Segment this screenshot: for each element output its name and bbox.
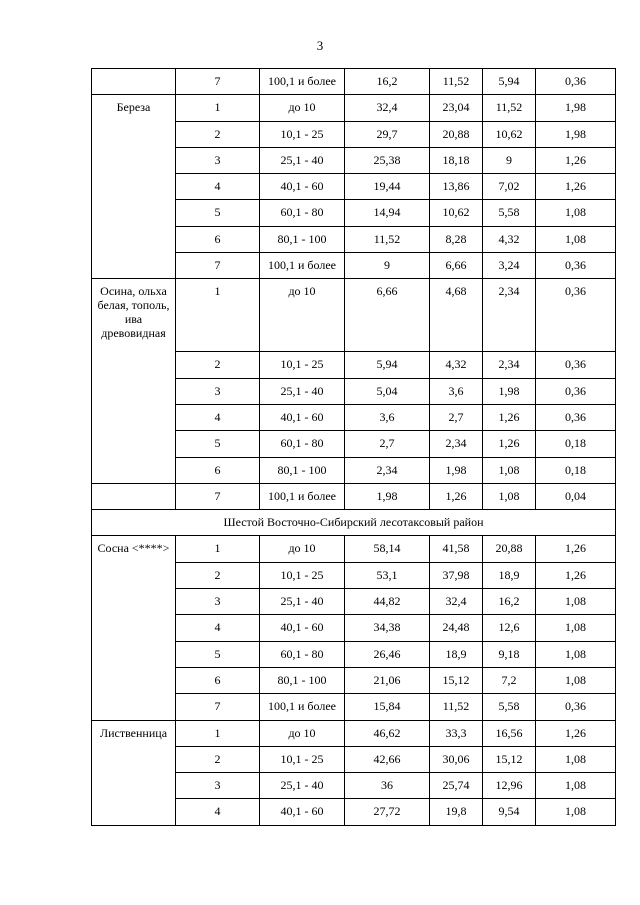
range-cell: 10,1 - 25 — [260, 121, 345, 147]
class-cell: 7 — [176, 253, 260, 279]
value-cell: 18,18 — [430, 147, 483, 173]
class-cell: 4 — [176, 404, 260, 430]
class-cell: 1 — [176, 720, 260, 746]
range-cell: до 10 — [260, 95, 345, 121]
value-cell: 23,04 — [430, 95, 483, 121]
value-cell: 8,28 — [430, 226, 483, 252]
species-cell: Лиственница — [92, 720, 176, 825]
value-cell: 41,58 — [430, 536, 483, 562]
value-cell: 0,04 — [536, 483, 616, 509]
range-cell: 40,1 - 60 — [260, 174, 345, 200]
class-cell: 4 — [176, 799, 260, 825]
value-cell: 29,7 — [345, 121, 430, 147]
value-cell: 1,08 — [536, 200, 616, 226]
value-cell: 25,38 — [345, 147, 430, 173]
value-cell: 12,6 — [483, 615, 536, 641]
value-cell: 0,36 — [536, 69, 616, 95]
value-cell: 21,06 — [345, 667, 430, 693]
value-cell: 4,32 — [430, 352, 483, 378]
class-cell: 6 — [176, 226, 260, 252]
class-cell: 4 — [176, 174, 260, 200]
value-cell: 2,7 — [345, 431, 430, 457]
value-cell: 30,06 — [430, 746, 483, 772]
value-cell: 19,8 — [430, 799, 483, 825]
value-cell: 1,98 — [536, 95, 616, 121]
class-cell: 2 — [176, 562, 260, 588]
value-cell: 1,98 — [345, 483, 430, 509]
value-cell: 5,94 — [483, 69, 536, 95]
value-cell: 2,34 — [345, 457, 430, 483]
range-cell: 25,1 - 40 — [260, 147, 345, 173]
range-cell: 10,1 - 25 — [260, 746, 345, 772]
value-cell: 11,52 — [430, 69, 483, 95]
range-cell: 10,1 - 25 — [260, 562, 345, 588]
value-cell: 10,62 — [483, 121, 536, 147]
value-cell: 0,36 — [536, 694, 616, 720]
species-cell: Осина, ольха белая, тополь, ива древовидная — [92, 279, 176, 483]
species-cell: Береза — [92, 95, 176, 279]
value-cell: 10,62 — [430, 200, 483, 226]
species-cell — [92, 69, 176, 95]
value-cell: 6,66 — [345, 279, 430, 352]
class-cell: 3 — [176, 147, 260, 173]
value-cell: 3,6 — [345, 404, 430, 430]
range-cell: до 10 — [260, 720, 345, 746]
class-cell: 1 — [176, 95, 260, 121]
value-cell: 1,08 — [536, 615, 616, 641]
value-cell: 11,52 — [483, 95, 536, 121]
value-cell: 1,08 — [483, 483, 536, 509]
value-cell: 0,36 — [536, 352, 616, 378]
species-cell: Сосна <****> — [92, 536, 176, 720]
range-cell: 25,1 - 40 — [260, 589, 345, 615]
value-cell: 25,74 — [430, 773, 483, 799]
value-cell: 1,98 — [483, 378, 536, 404]
value-cell: 5,04 — [345, 378, 430, 404]
value-cell: 7,2 — [483, 667, 536, 693]
value-cell: 36 — [345, 773, 430, 799]
value-cell: 44,82 — [345, 589, 430, 615]
value-cell: 1,08 — [536, 799, 616, 825]
class-cell: 1 — [176, 536, 260, 562]
value-cell: 2,34 — [483, 352, 536, 378]
range-cell: 60,1 - 80 — [260, 431, 345, 457]
range-cell: 80,1 - 100 — [260, 667, 345, 693]
value-cell: 1,26 — [536, 147, 616, 173]
value-cell: 4,32 — [483, 226, 536, 252]
range-cell: 25,1 - 40 — [260, 378, 345, 404]
value-cell: 0,18 — [536, 457, 616, 483]
value-cell: 15,12 — [483, 746, 536, 772]
value-cell: 0,36 — [536, 378, 616, 404]
class-cell: 5 — [176, 200, 260, 226]
value-cell: 5,58 — [483, 200, 536, 226]
class-cell: 4 — [176, 615, 260, 641]
value-cell: 42,66 — [345, 746, 430, 772]
range-cell: 100,1 и более — [260, 483, 345, 509]
value-cell: 3,24 — [483, 253, 536, 279]
value-cell: 6,66 — [430, 253, 483, 279]
class-cell: 7 — [176, 69, 260, 95]
value-cell: 1,08 — [536, 226, 616, 252]
value-cell: 53,1 — [345, 562, 430, 588]
value-cell: 11,52 — [345, 226, 430, 252]
value-cell: 1,26 — [536, 174, 616, 200]
value-cell: 0,36 — [536, 253, 616, 279]
range-cell: 100,1 и более — [260, 253, 345, 279]
value-cell: 1,98 — [536, 121, 616, 147]
value-cell: 58,14 — [345, 536, 430, 562]
section-title: Шестой Восточно-Сибирский лесотаксовый район — [92, 510, 616, 536]
range-cell: 100,1 и более — [260, 694, 345, 720]
value-cell: 15,12 — [430, 667, 483, 693]
range-cell: 10,1 - 25 — [260, 352, 345, 378]
range-cell: до 10 — [260, 536, 345, 562]
value-cell: 14,94 — [345, 200, 430, 226]
range-cell: 40,1 - 60 — [260, 799, 345, 825]
class-cell: 5 — [176, 641, 260, 667]
value-cell: 19,44 — [345, 174, 430, 200]
value-cell: 16,2 — [483, 589, 536, 615]
range-cell: 40,1 - 60 — [260, 404, 345, 430]
value-cell: 1,26 — [430, 483, 483, 509]
value-cell: 32,4 — [430, 589, 483, 615]
range-cell: 80,1 - 100 — [260, 226, 345, 252]
table-row — [92, 279, 616, 352]
range-cell: 80,1 - 100 — [260, 457, 345, 483]
range-cell: 25,1 - 40 — [260, 773, 345, 799]
value-cell: 1,26 — [536, 536, 616, 562]
value-cell: 15,84 — [345, 694, 430, 720]
value-cell: 4,68 — [430, 279, 483, 352]
value-cell: 20,88 — [430, 121, 483, 147]
value-cell: 33,3 — [430, 720, 483, 746]
forest-tax-table — [91, 68, 616, 826]
range-cell: 60,1 - 80 — [260, 200, 345, 226]
value-cell: 12,96 — [483, 773, 536, 799]
species-cell — [92, 483, 176, 509]
value-cell: 20,88 — [483, 536, 536, 562]
value-cell: 32,4 — [345, 95, 430, 121]
value-cell: 1,26 — [536, 720, 616, 746]
class-cell: 3 — [176, 589, 260, 615]
value-cell: 2,34 — [430, 431, 483, 457]
value-cell: 9 — [345, 253, 430, 279]
value-cell: 1,08 — [536, 773, 616, 799]
class-cell: 7 — [176, 483, 260, 509]
class-cell: 7 — [176, 694, 260, 720]
range-cell: до 10 — [260, 279, 345, 352]
value-cell: 27,72 — [345, 799, 430, 825]
section-row — [92, 510, 616, 536]
value-cell: 9,18 — [483, 641, 536, 667]
value-cell: 0,36 — [536, 404, 616, 430]
value-cell: 1,26 — [483, 431, 536, 457]
value-cell: 1,08 — [483, 457, 536, 483]
value-cell: 9,54 — [483, 799, 536, 825]
value-cell: 34,38 — [345, 615, 430, 641]
value-cell: 2,34 — [483, 279, 536, 352]
class-cell: 3 — [176, 378, 260, 404]
value-cell: 46,62 — [345, 720, 430, 746]
class-cell: 1 — [176, 279, 260, 352]
value-cell: 1,98 — [430, 457, 483, 483]
value-cell: 7,02 — [483, 174, 536, 200]
class-cell: 2 — [176, 121, 260, 147]
value-cell: 18,9 — [430, 641, 483, 667]
class-cell: 2 — [176, 746, 260, 772]
value-cell: 11,52 — [430, 694, 483, 720]
page-number: 3 — [316, 38, 324, 53]
class-cell: 6 — [176, 667, 260, 693]
value-cell: 1,26 — [483, 404, 536, 430]
value-cell: 3,6 — [430, 378, 483, 404]
range-cell: 100,1 и более — [260, 69, 345, 95]
range-cell: 40,1 - 60 — [260, 615, 345, 641]
class-cell: 3 — [176, 773, 260, 799]
value-cell: 37,98 — [430, 562, 483, 588]
value-cell: 13,86 — [430, 174, 483, 200]
value-cell: 16,56 — [483, 720, 536, 746]
value-cell: 1,26 — [536, 562, 616, 588]
class-cell: 5 — [176, 431, 260, 457]
class-cell: 6 — [176, 457, 260, 483]
value-cell: 18,9 — [483, 562, 536, 588]
value-cell: 0,36 — [536, 279, 616, 352]
table-row — [92, 483, 616, 509]
range-cell: 60,1 - 80 — [260, 641, 345, 667]
value-cell: 1,08 — [536, 667, 616, 693]
value-cell: 0,18 — [536, 431, 616, 457]
value-cell: 26,46 — [345, 641, 430, 667]
value-cell: 2,7 — [430, 404, 483, 430]
table-row — [92, 95, 616, 121]
value-cell: 24,48 — [430, 615, 483, 641]
value-cell: 1,08 — [536, 589, 616, 615]
table-row — [92, 69, 616, 95]
value-cell: 5,58 — [483, 694, 536, 720]
value-cell: 1,08 — [536, 641, 616, 667]
value-cell: 9 — [483, 147, 536, 173]
value-cell: 1,08 — [536, 746, 616, 772]
table-body — [92, 69, 616, 826]
table-row — [92, 720, 616, 746]
value-cell: 5,94 — [345, 352, 430, 378]
class-cell: 2 — [176, 352, 260, 378]
value-cell: 16,2 — [345, 69, 430, 95]
table-row — [92, 536, 616, 562]
